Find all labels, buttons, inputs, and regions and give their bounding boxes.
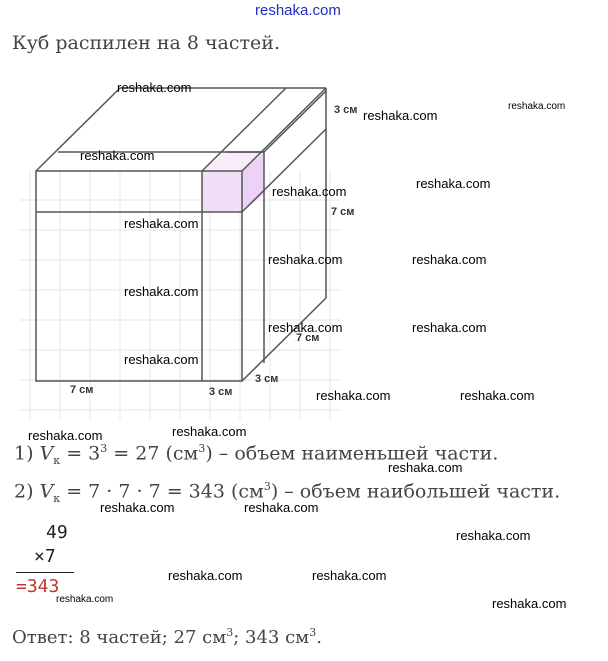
calc-rule [16,572,74,573]
dim-right-height: 7 см [331,206,355,218]
watermark: reshaka.com [168,568,243,583]
watermark: reshaka.com [124,352,199,367]
watermark: reshaka.com [508,101,566,112]
solution-line-2: 2) $V_к = 7 \cdot 7 \cdot 7 = 343$ $(см^3)$ – объем наибольшей части. [14,480,561,506]
watermark: reshaka.com [412,320,487,335]
site-link[interactable]: reshaka.com [255,2,341,19]
watermark: reshaka.com [100,500,175,515]
watermark: reshaka.com [460,388,535,403]
small-cube-front [202,171,242,212]
watermark: reshaka.com [268,320,343,335]
watermark: reshaka.com [56,594,114,605]
solution-line-1: 1) $V_к = 3^3 = 27$ $(см^3)$ – объем наименьшей части. [14,442,499,468]
watermark: reshaka.com [124,216,199,231]
calc-result: =343 [16,576,60,597]
task-title: Куб распилен на 8 частей. [12,32,280,54]
dim-front-width: 7 см [70,384,94,396]
watermark: reshaka.com [492,596,567,611]
watermark: reshaka.com [316,388,391,403]
dim-depth: 7 см [296,332,320,344]
cube-edges [36,88,326,381]
watermark: reshaka.com [172,424,247,439]
watermark: reshaka.com [412,252,487,267]
watermark: reshaka.com [244,500,319,515]
watermark: reshaka.com [456,528,531,543]
watermark: reshaka.com [124,284,199,299]
watermark: reshaka.com [117,80,192,95]
watermark: reshaka.com [312,568,387,583]
watermark: reshaka.com [28,428,103,443]
answer-line: Ответ: 8 частей; 27 $см^3$; 343 $см^3$. [12,626,322,648]
calc-multiplier: ×7 [34,546,56,567]
dim-top-depth: 3 см [334,104,358,116]
calc-multiplicand: 49 [46,522,68,543]
watermark: reshaka.com [363,108,438,123]
dim-side-small: 3 см [255,373,279,385]
watermark: reshaka.com [388,460,463,475]
dim-front-small: 3 см [209,386,233,398]
watermark: reshaka.com [272,184,347,199]
watermark: reshaka.com [268,252,343,267]
watermark: reshaka.com [416,176,491,191]
watermark: reshaka.com [80,148,155,163]
